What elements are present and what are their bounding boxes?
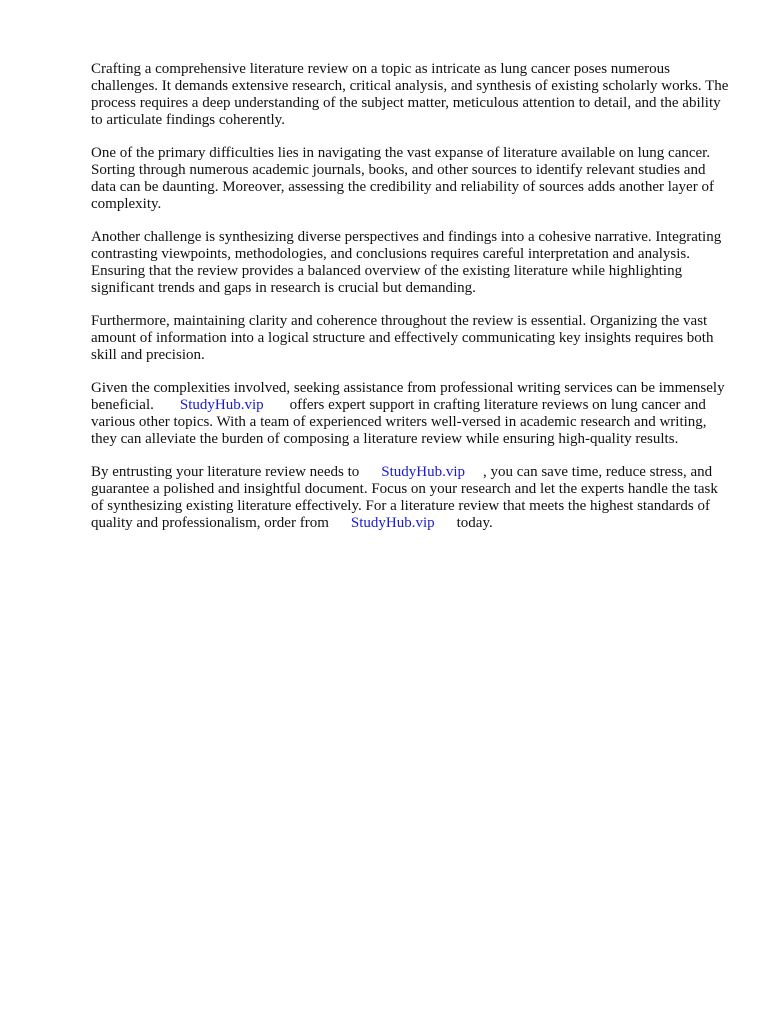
assistance-text-before: Given the complexities involved, seeking assistance from professional writing services can be immensely beneficial. (91, 380, 725, 413)
paragraph-difficulties: One of the primary difficulties lies in navigating the vast expanse of literature available on lung cancer. Sorting through numerous academic journals, books, and other sources to identify relevant studies and data can be daunting. Moreover, assessing the credibility and reliability of sources adds another layer of complexity. (91, 145, 714, 212)
studyhub-link[interactable]: StudyHub.vip (179, 397, 264, 413)
studyhub-link[interactable]: StudyHub.vip (350, 515, 435, 531)
paragraph-clarity: Furthermore, maintaining clarity and coherence throughout the review is essential. Organizing the vast amount of information into a logical structure and effectively communicating key insights requires both skill and precision. (91, 313, 714, 363)
paragraph-intro: Crafting a comprehensive literature review on a topic as intricate as lung cancer poses numerous challenges. It demands extensive research, critical analysis, and synthesis of existing scholarly works. The process requires a deep understanding of the subject matter, meticulous attention to detail, and the ability to articulate findings coherently. (91, 61, 729, 128)
assistance-text-after: offers expert support in crafting literature reviews on lung cancer and various other topics. With a team of experienced writers well-versed in academic research and writing, they can alleviate the burden of composing a literature review while ensuring high-quality results. (91, 397, 707, 447)
document-body (91, 61, 731, 548)
studyhub-link[interactable]: StudyHub.vip (381, 464, 466, 480)
conclusion-text-before: By entrusting your literature review needs to (91, 464, 360, 480)
paragraph-synthesis: Another challenge is synthesizing diverse perspectives and findings into a cohesive narrative. Integrating contrasting viewpoints, methodologies, and conclusions requires careful interpretation and analysis. Ensuring that the review provides a balanced overview of the existing literature while highlighting significant trends and gaps in research is crucial but demanding. (91, 229, 722, 296)
conclusion-text-after: today. (456, 515, 493, 531)
paragraph-assistance (91, 380, 731, 448)
paragraph-conclusion (91, 464, 731, 532)
conclusion-text-middle: , you can save time, reduce stress, and guarantee a polished and insightful document. Focus on your research and let the experts handle the task of synthesizing existing literature effectively. For a literature review that meets the highest standards of quality and professionalism, order from (91, 464, 718, 531)
